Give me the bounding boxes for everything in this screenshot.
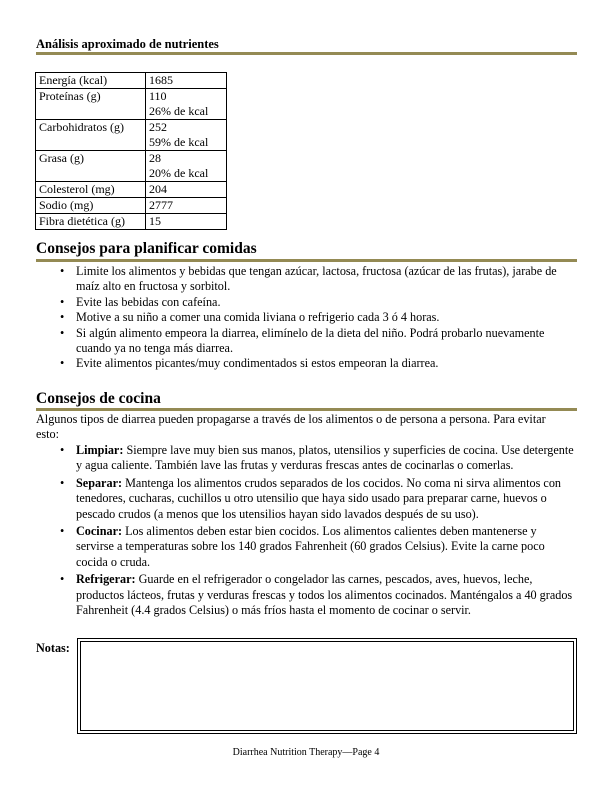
nutrient-value (146, 214, 227, 230)
planning-item-text: Limite los alimentos y bebidas que tengan azúcar, lactosa, fructosa (azúcar de las frutas), jarabe de maíz alto en fructosa y sorbitol. (76, 264, 557, 294)
bullet-icon: • (60, 325, 65, 340)
nutrient-row (36, 151, 227, 182)
bullet-icon: • (60, 443, 65, 457)
nutrient-amount: 252 (149, 120, 167, 134)
nutrient-row (36, 73, 227, 89)
nutrient-label: Grasa (g) (36, 151, 146, 182)
notes-box-inner (80, 641, 574, 731)
planning-heading: Consejos para planificar comidas (36, 240, 257, 257)
nutrient-value (146, 182, 227, 198)
cooking-item-text: Siempre lave muy bien sus manos, platos, utensilios y superficies de cocina. Use detergente y agua caliente. También lave las frutas y verduras frescas antes de cocinarlas o comerlas. (76, 443, 574, 473)
nutrient-amount: 2777 (149, 198, 173, 212)
nutrient-value (146, 89, 227, 120)
planning-list (36, 264, 577, 372)
planning-item-text: Evite alimentos picantes/muy condimentados si estos empeoran la diarrea. (76, 356, 439, 371)
nutrient-heading: Análisis aproximado de nutrientes (36, 37, 219, 51)
nutrient-row (36, 198, 227, 214)
nutrient-row (36, 214, 227, 230)
nutrient-value (146, 198, 227, 214)
cooking-item-text: Los alimentos deben estar bien cocidos. Los alimentos calientes deben mantenerse y servirse a temperaturas sobre los 140 grados Fahrenheit (60 grados Celsius). Evite la carne poco cocida o cruda. (76, 524, 545, 569)
nutrient-amount: 1685 (149, 73, 173, 87)
cooking-item (36, 524, 577, 570)
nutrient-value (146, 73, 227, 89)
notes-label: Notas: (36, 641, 70, 655)
bullet-icon: • (60, 475, 65, 490)
nutrient-value (146, 120, 227, 151)
notes-box[interactable] (77, 638, 577, 734)
nutrient-row (36, 120, 227, 151)
bullet-icon: • (60, 310, 65, 325)
bullet-icon: • (60, 264, 65, 278)
cooking-item-term: Separar: (76, 475, 123, 490)
page-footer: Diarrhea Nutrition Therapy—Page 4 (232, 747, 380, 758)
cooking-item-term: Cocinar: (76, 524, 123, 539)
cooking-list (36, 443, 577, 620)
cooking-item-term: Refrigerar: (76, 572, 136, 587)
nutrient-label: Fibra dietética (g) (36, 214, 146, 230)
nutrient-label: Colesterol (mg) (36, 182, 146, 198)
cooking-item-text: Guarde en el refrigerador o congelador las carnes, pescados, aves, huevos, leche, productos lácteos, frutas y verduras frescas y todos los alimentos cocinados. Manténgalos a 40 grados Fahrenheit (4.4 grados Celsius) o más fríos hasta el momento de cocinar o servir. (76, 572, 573, 618)
nutrient-label: Carbohidratos (g) (36, 120, 146, 151)
nutrient-label: Proteínas (g) (36, 89, 146, 120)
nutrient-amount: 204 (149, 182, 167, 196)
heading-rule (36, 52, 577, 55)
cooking-intro: Algunos tipos de diarrea pueden propagarse a través de los alimentos o de persona a persona. Para evitar esto: (36, 412, 546, 442)
bullet-icon: • (60, 524, 65, 539)
planning-item-text: Evite las bebidas con cafeína. (76, 294, 221, 309)
nutrient-row (36, 89, 227, 120)
nutrient-row (36, 182, 227, 198)
bullet-icon: • (60, 294, 65, 309)
nutrient-percent: 20% de kcal (149, 166, 209, 180)
nutrient-table (35, 72, 227, 230)
cooking-item-text: Mantenga los alimentos crudos separados de los cocidos. No coma ni sirva alimentos con tenedores, cucharas, cuchillos u otro utensilio que haya sido usado para preparar carne, huevos o pescado crudos (a menos que los utensilios hayan sido lavados después de su uso). (76, 475, 562, 521)
nutrient-amount: 28 (149, 151, 161, 165)
nutrient-label: Energía (kcal) (36, 73, 146, 89)
planning-item (36, 264, 577, 295)
planning-item (36, 295, 577, 310)
cooking-item (36, 572, 577, 618)
heading-rule (36, 408, 577, 411)
planning-item (36, 310, 577, 325)
nutrient-amount: 110 (149, 89, 167, 103)
planning-item (36, 326, 577, 357)
cooking-item (36, 443, 577, 474)
heading-rule (36, 259, 577, 262)
cooking-item (36, 476, 577, 522)
bullet-icon: • (60, 356, 65, 371)
nutrient-percent: 26% de kcal (149, 104, 209, 118)
bullet-icon: • (60, 572, 65, 587)
nutrient-amount: 15 (149, 214, 161, 228)
cooking-item-term: Limpiar: (76, 443, 124, 457)
cooking-heading: Consejos de cocina (36, 390, 161, 407)
planning-item-text: Motive a su niño a comer una comida liviana o refrigerio cada 3 ó 4 horas. (76, 310, 440, 325)
planning-item-text: Si algún alimento empeora la diarrea, elimínelo de la dieta del niño. Podrá probarlo nuevamente cuando ya no tenga más diarrea. (76, 325, 545, 356)
nutrient-label: Sodio (mg) (36, 198, 146, 214)
planning-item (36, 356, 577, 371)
nutrient-percent: 59% de kcal (149, 135, 209, 149)
nutrient-value (146, 151, 227, 182)
